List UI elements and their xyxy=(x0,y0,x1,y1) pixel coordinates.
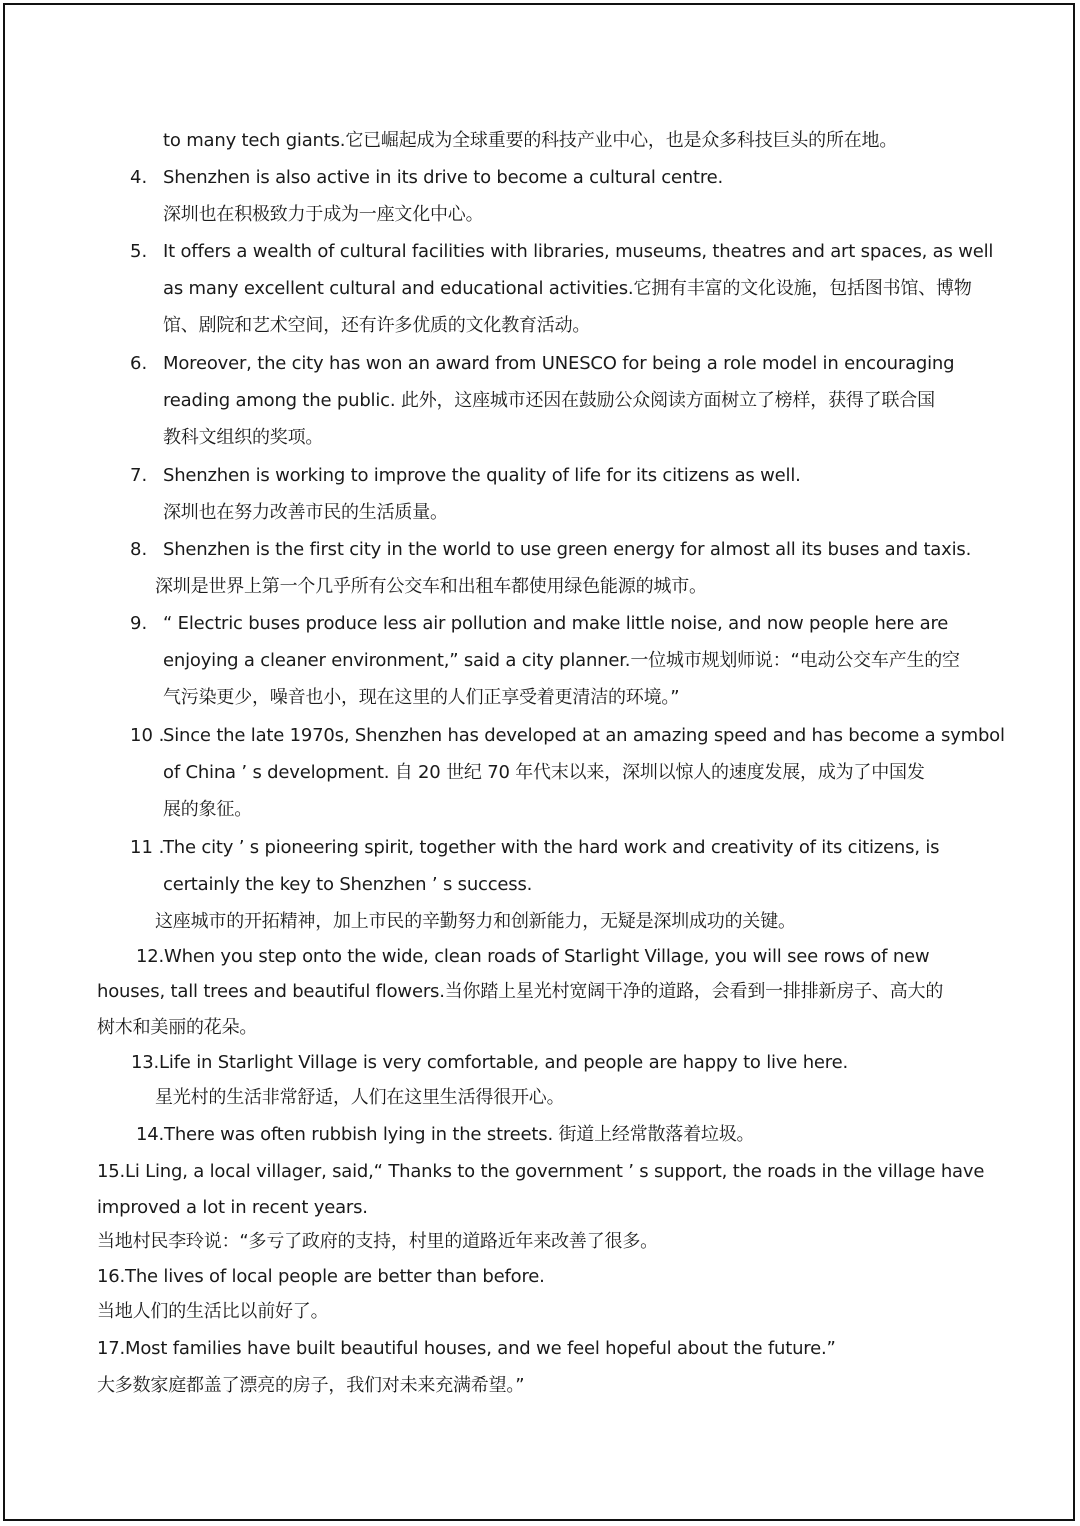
list-number: 7. xyxy=(130,465,148,486)
text-line: 14.There was often rubbish lying in the streets. 街道上经常散落着垃圾。 xyxy=(136,1124,755,1145)
text-line: 16.The lives of local people are better than before. xyxy=(97,1266,545,1287)
text-line: as many excellent cultural and educational activities.它拥有丰富的文化设施，包括图书馆、博物 xyxy=(163,278,972,299)
text-line: 展的象征。 xyxy=(163,799,252,820)
text-line: Moreover, the city has won an award from UNESCO for being a role model in encouraging xyxy=(163,353,955,374)
text-line: The city ’ s pioneering spirit, together with the hard work and creativity of its citizens, is xyxy=(163,837,940,858)
text-line: 深圳也在积极致力于成为一座文化中心。 xyxy=(163,204,484,225)
text-line: to many tech giants.它已崛起成为全球重要的科技产业中心，也是众多科技巨头的所在地。 xyxy=(163,130,898,151)
text-line: Since the late 1970s, Shenzhen has developed at an amazing speed and has become a symbol xyxy=(163,725,1005,746)
text-line: certainly the key to Shenzhen ’ s success. xyxy=(163,874,533,895)
text-line: 大多数家庭都盖了漂亮的房子，我们对未来充满希望。” xyxy=(97,1375,525,1396)
text-line: 树木和美丽的花朵。 xyxy=(97,1017,258,1038)
list-number: 11 . xyxy=(130,837,165,858)
list-number: 6. xyxy=(130,353,148,374)
text-line: 17.Most families have built beautiful houses, and we feel hopeful about the future.” xyxy=(97,1338,836,1359)
text-line: 深圳是世界上第一个几乎所有公交车和出租车都使用绿色能源的城市。 xyxy=(155,576,707,597)
text-line: 教科文组织的奖项。 xyxy=(163,427,324,448)
text-line: houses, tall trees and beautiful flowers.当你踏上星光村宽阔干净的道路，会看到一排排新房子、高大的 xyxy=(97,981,944,1002)
text-line: improved a lot in recent years. xyxy=(97,1197,368,1218)
text-line: 深圳也在努力改善市民的生活质量。 xyxy=(163,502,448,523)
text-line: 当地人们的生活比以前好了。 xyxy=(97,1301,329,1322)
text-line: enjoying a cleaner environment,” said a city planner.一位城市规划师说：“电动公交车产生的空 xyxy=(163,650,960,671)
text-line: 当地村民李玲说：“多亏了政府的支持，村里的道路近年来改善了很多。 xyxy=(97,1231,658,1252)
text-line: 15.Li Ling, a local villager, said,“ Thanks to the government ’ s support, the roads in the village have xyxy=(97,1161,985,1182)
text-line: 气污染更少，噪音也小，现在这里的人们正享受着更清洁的环境。” xyxy=(163,687,680,708)
list-number: 9. xyxy=(130,613,148,634)
text-line: Shenzhen is the first city in the world to use green energy for almost all its buses and taxis. xyxy=(163,539,972,560)
text-line: Shenzhen is also active in its drive to become a cultural centre. xyxy=(163,167,724,188)
text-line: reading among the public. 此外，这座城市还因在鼓励公众阅读方面树立了榜样，获得了联合国 xyxy=(163,390,935,411)
text-line: Shenzhen is working to improve the quality of life for its citizens as well. xyxy=(163,465,801,486)
list-number: 8. xyxy=(130,539,148,560)
text-line: 13.Life in Starlight Village is very comfortable, and people are happy to live here. xyxy=(131,1052,848,1073)
list-number: 4. xyxy=(130,167,148,188)
text-line: It offers a wealth of cultural facilities with libraries, museums, theatres and art spaces, as well xyxy=(163,241,994,262)
text-line: of China ’ s development. 自 20 世纪 70 年代末以来，深圳以惊人的速度发展，成为了中国发 xyxy=(163,762,925,783)
text-line: “ Electric buses produce less air pollution and make little noise, and now people here are xyxy=(163,613,949,634)
list-number: 5. xyxy=(130,241,148,262)
list-number: 10 . xyxy=(130,725,165,746)
text-line: 馆、剧院和艺术空间，还有许多优质的文化教育活动。 xyxy=(163,315,591,336)
text-line: 这座城市的开拓精神，加上市民的辛勤努力和创新能力，无疑是深圳成功的关键。 xyxy=(155,911,796,932)
text-line: 星光村的生活非常舒适，人们在这里生活得很开心。 xyxy=(155,1087,565,1108)
text-line: 12.When you step onto the wide, clean roads of Starlight Village, you will see rows of new xyxy=(136,946,930,967)
